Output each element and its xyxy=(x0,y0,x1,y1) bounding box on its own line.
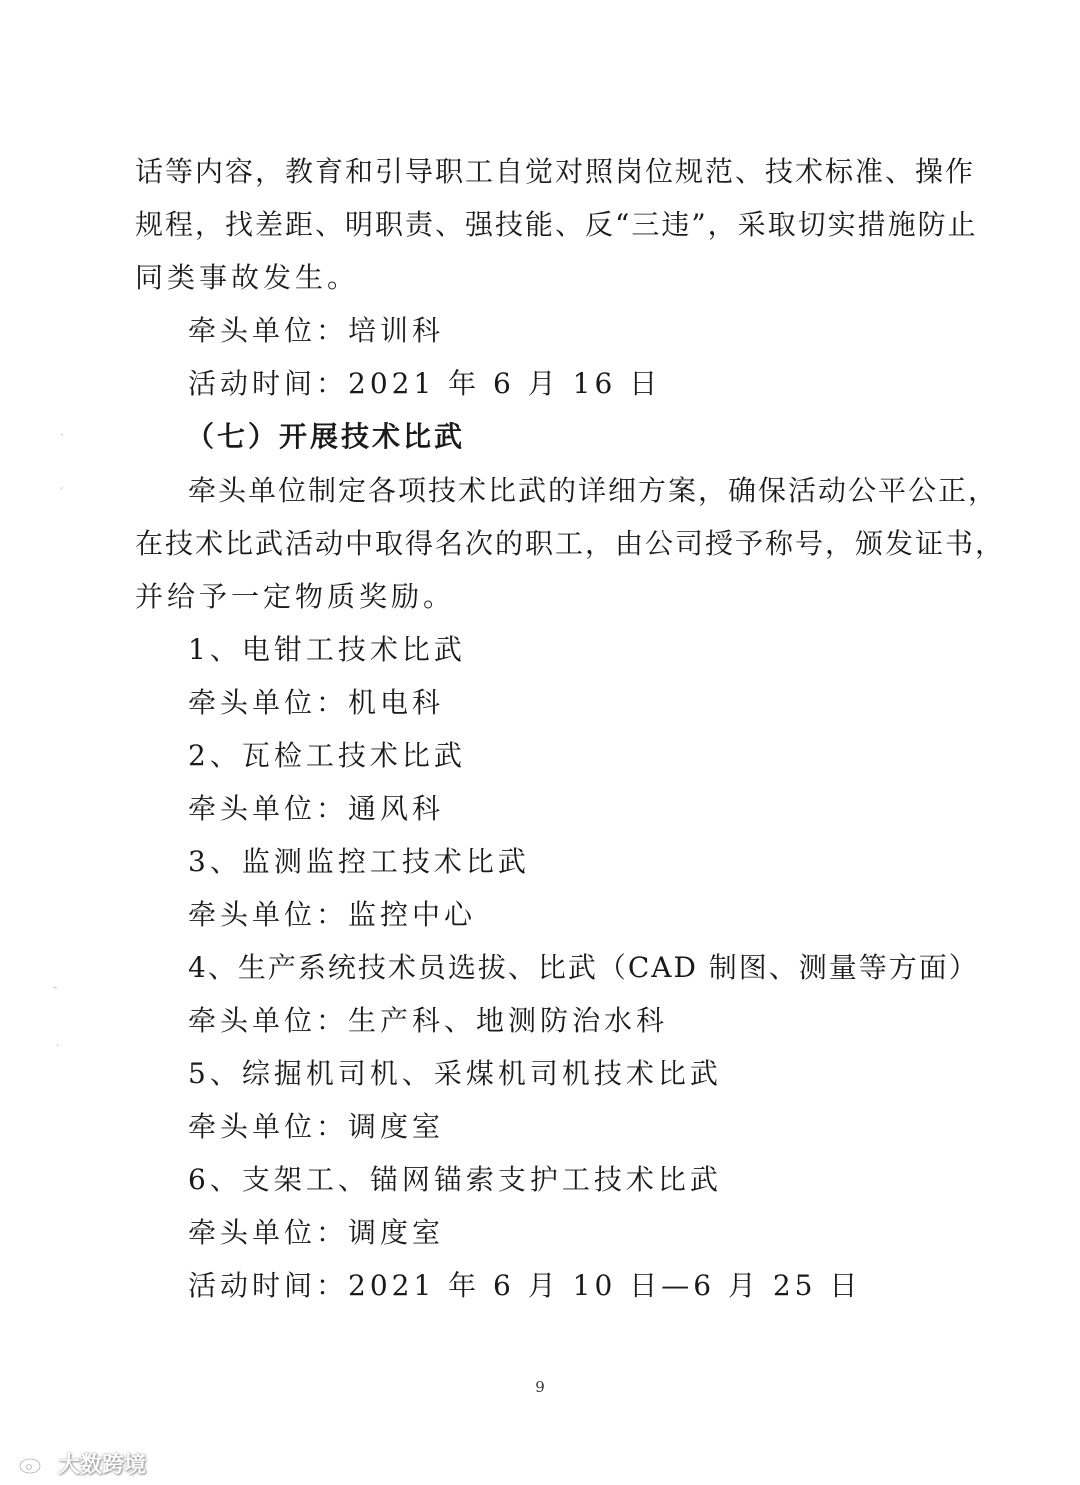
section-heading: （七）开展技术比武 xyxy=(186,420,466,453)
list-item-lead-unit: 牵头单位：通风科 xyxy=(188,792,445,825)
activity-time: 活动时间：2021 年 6 月 16 日 xyxy=(188,367,662,400)
activity-time: 活动时间：2021 年 6 月 10 日—6 月 25 日 xyxy=(188,1269,862,1302)
paragraph-line: 话等内容，教育和引导职工自觉对照岗位规范、技术标准、操作 xyxy=(135,155,976,188)
list-item-title: 5、综掘机司机、采煤机司机技术比武 xyxy=(188,1057,722,1090)
paragraph-line: 同类事故发生。 xyxy=(135,261,360,294)
list-item-lead-unit: 牵头单位：调度室 xyxy=(188,1216,445,1249)
list-item-lead-unit: 牵头单位：生产科、地测防治水科 xyxy=(188,1004,669,1037)
watermark-text: 大数跨境 xyxy=(58,1453,147,1478)
scan-speck: ˉ xyxy=(52,985,58,999)
list-item-lead-unit: 牵头单位：机电科 xyxy=(188,686,445,719)
list-item-title: 1、电钳工技术比武 xyxy=(188,633,466,666)
list-item-title: 6、支架工、锚网锚索支护工技术比武 xyxy=(188,1163,722,1196)
list-item-title: 2、瓦检工技术比武 xyxy=(188,739,466,772)
scan-speck: · xyxy=(60,428,64,442)
paragraph-line: 并给予一定物质奖励。 xyxy=(135,580,456,613)
list-item-lead-unit: 牵头单位：调度室 xyxy=(188,1110,445,1143)
scan-speck: ˊ xyxy=(54,1043,60,1057)
list-item-lead-unit: 牵头单位：监控中心 xyxy=(188,898,477,931)
page-number: 9 xyxy=(535,1378,545,1396)
paragraph-line: 牵头单位制定各项技术比武的详细方案，确保活动公平公正， xyxy=(188,474,999,507)
scan-speck: ˊ xyxy=(58,486,64,500)
list-item-title: 4、生产系统技术员选拔、比武（CAD 制图、测量等方面） xyxy=(188,951,979,984)
list-item-title: 3、监测监控工技术比武 xyxy=(188,845,530,878)
paragraph-line: 在技术比武活动中取得名次的职工，由公司授予称号，颁发证书， xyxy=(135,527,1006,560)
lead-unit: 牵头单位：培训科 xyxy=(188,314,445,347)
weibo-logo-icon xyxy=(18,1453,52,1475)
watermark xyxy=(18,1448,146,1479)
paragraph-line: 规程，找差距、明职责、强技能、反“三违”，采取切实措施防止 xyxy=(135,208,978,241)
